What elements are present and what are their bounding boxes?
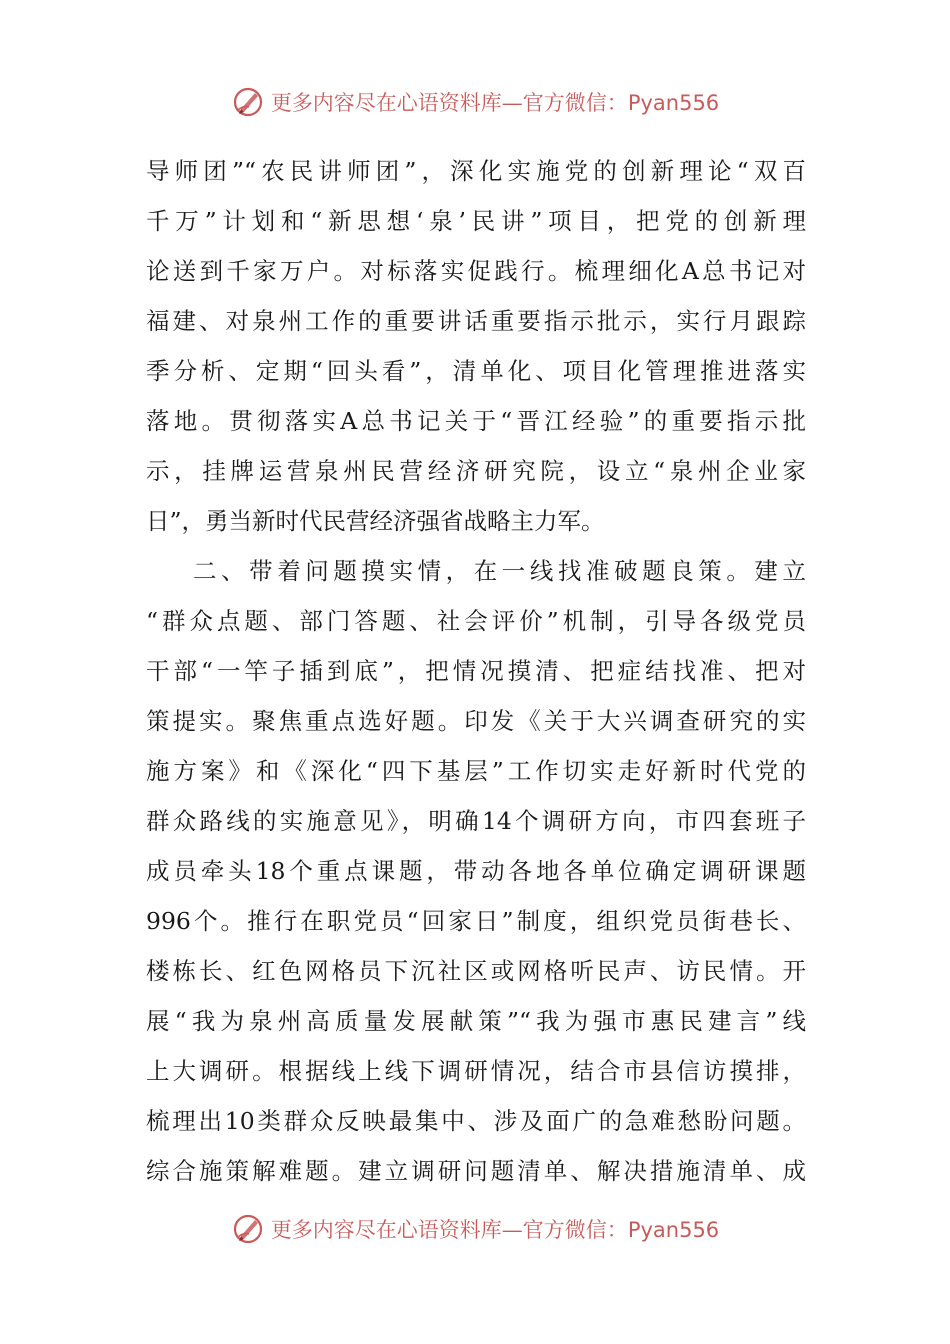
text-line: 施方案》和《深化“四下基层”工作切实走好新时代党的 [146,757,806,785]
watermark-text [271,1214,719,1244]
header-watermark [0,82,950,122]
watermark-wechat-id: Pyan556 [627,91,720,115]
pen-logo-icon [231,1212,265,1246]
document-body [146,146,806,1196]
watermark-text-cn: 更多内容尽在心语资料库—官方微信： [270,1218,628,1242]
text-line: 综合施策解难题。建立调研问题清单、解决措施清单、成 [146,1157,806,1185]
text-line: 季分析、定期“回头看”，清单化、项目化管理推进落实 [146,357,806,385]
paragraph-heading-line: 二、带着问题摸实情，在一线找准破题良策。建立 [193,557,806,585]
pen-logo-icon [231,85,265,119]
text-line: “群众点题、部门答题、社会评价”机制，引导各级党员 [146,607,806,635]
text-line: 展“我为泉州高质量发展献策”“我为强市惠民建言”线 [146,1007,806,1035]
text-line: 落地。贯彻落实A总书记关于“晋江经验”的重要指示批 [146,407,806,435]
watermark-wechat-id: Pyan556 [627,1218,720,1242]
text-line: 成员牵头18个重点课题，带动各地各单位确定调研课题 [146,857,806,885]
text-line: 群众路线的实施意见》，明确14个调研方向，市四套班子 [146,807,806,835]
text-line: 上大调研。根据线上线下调研情况，结合市县信访摸排， [146,1057,806,1085]
text-line: 日”，勇当新时代民营经济强省战略主力军。 [146,507,605,535]
text-line: 干部“一竿子插到底”，把情况摸清、把症结找准、把对 [146,657,806,685]
text-line: 996个。推行在职党员“回家日”制度，组织党员街巷长、 [146,907,806,935]
text-line: 梳理出10类群众反映最集中、涉及面广的急难愁盼问题。 [146,1107,806,1135]
text-line: 千万”计划和“新思想‘泉’民讲”项目，把党的创新理 [146,207,806,235]
watermark-text-cn: 更多内容尽在心语资料库—官方微信： [270,91,628,115]
watermark-text [271,87,719,117]
text-line: 示，挂牌运营泉州民营经济研究院，设立“泉州企业家 [146,457,806,485]
text-line: 福建、对泉州工作的重要讲话重要指示批示，实行月跟踪 [146,307,806,335]
text-line: 楼栋长、红色网格员下沉社区或网格听民声、访民情。开 [146,957,806,985]
text-line: 导师团”“农民讲师团”，深化实施党的创新理论“双百 [146,157,806,185]
text-line: 策提实。聚焦重点选好题。印发《关于大兴调查研究的实 [146,707,806,735]
footer-watermark [0,1209,950,1249]
text-line: 论送到千家万户。对标落实促践行。梳理细化A总书记对 [146,257,806,285]
